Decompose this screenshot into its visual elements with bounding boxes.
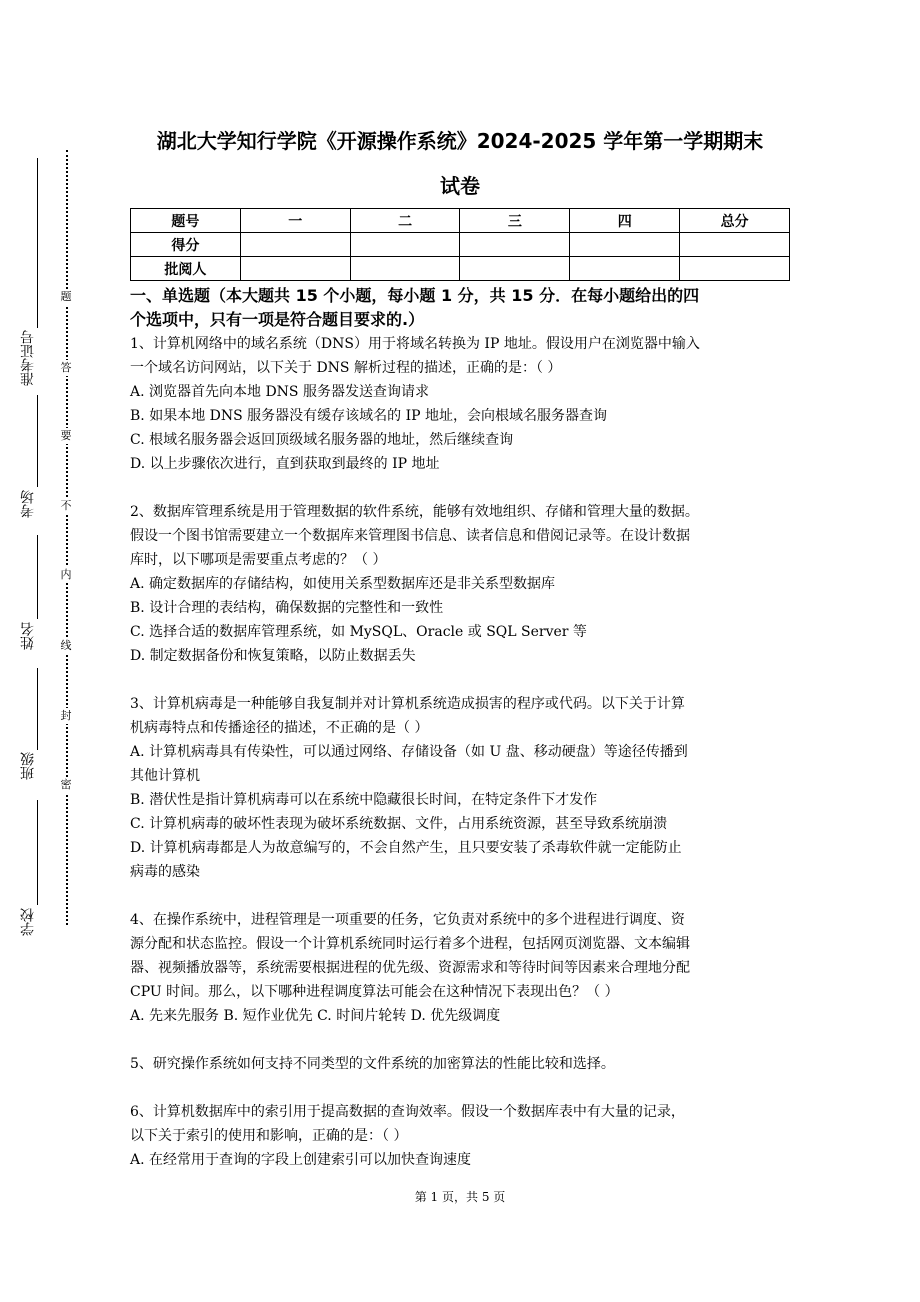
score-header-cell: 二 xyxy=(350,209,460,233)
score-table xyxy=(130,208,790,281)
question-option: A. 确定数据库的存储结构，如使用关系型数据库还是非关系型数据库 xyxy=(130,576,556,592)
question-3 xyxy=(130,692,790,884)
label-name: 姓名 xyxy=(20,622,36,650)
question-text: CPU 时间。那么，以下哪种进程调度算法可能会在这种情况下表现出色？（ ） xyxy=(130,984,619,1000)
blank-exam-number xyxy=(37,158,38,328)
score-table-row xyxy=(131,233,790,257)
score-cell xyxy=(460,233,570,257)
blank-exam-room xyxy=(37,395,38,487)
exam-title-line1: 湖北大学知行学院《开源操作系统》2024-2025 学年第一学期期末 xyxy=(156,129,764,153)
score-cell xyxy=(680,257,790,281)
seal-char: 不 xyxy=(60,499,72,512)
exam-title-line2: 试卷 xyxy=(440,174,480,198)
question-text: 5、研究操作系统如何支持不同类型的文件系统的加密算法的性能比较和选择。 xyxy=(130,1056,615,1072)
question-6 xyxy=(130,1100,790,1172)
score-row-label: 批阅人 xyxy=(131,257,241,281)
seal-char: 题 xyxy=(60,290,72,303)
question-5 xyxy=(130,1052,790,1076)
question-option: 其他计算机 xyxy=(130,768,200,784)
label-school: 学校 xyxy=(20,908,36,936)
question-text: 以下关于索引的使用和影响，正确的是：（ ） xyxy=(130,1128,408,1144)
question-text: 假设一个图书馆需要建立一个数据库来管理图书信息、读者信息和借阅记录等。在设计数据 xyxy=(130,528,690,544)
seal-char: 密 xyxy=(60,778,72,791)
question-4 xyxy=(130,908,790,1028)
question-text: 机病毒特点和传播途径的描述，不正确的是（ ） xyxy=(130,720,429,736)
question-text: 2、数据库管理系统是用于管理数据的软件系统，能够有效地组织、存储和管理大量的数据。 xyxy=(130,504,699,520)
score-cell xyxy=(350,233,460,257)
question-text: 6、计算机数据库中的索引用于提高数据的查询效率。假设一个数据库表中有大量的记录， xyxy=(130,1104,685,1120)
question-option: C. 计算机病毒的破坏性表现为破坏系统数据、文件，占用系统资源，甚至导致系统崩溃 xyxy=(130,816,668,832)
score-header-cell: 三 xyxy=(460,209,570,233)
question-option: B. 设计合理的表结构，确保数据的完整性和一致性 xyxy=(130,600,444,616)
question-option: A. 先来先服务 B. 短作业优先 C. 时间片轮转 D. 优先级调度 xyxy=(130,1008,501,1024)
seal-char: 答 xyxy=(60,361,72,374)
blank-class xyxy=(37,668,38,750)
blank-name xyxy=(37,535,38,619)
score-header-cell: 四 xyxy=(570,209,680,233)
score-cell xyxy=(680,233,790,257)
label-exam-room: 考场 xyxy=(20,490,36,518)
question-text: 库时，以下哪项是需要重点考虑的？（ ） xyxy=(130,552,387,568)
question-option: C. 根域名服务器会返回顶级域名服务器的地址，然后继续查询 xyxy=(130,432,514,448)
score-table-row xyxy=(131,257,790,281)
exam-content xyxy=(130,284,790,1172)
score-cell xyxy=(240,233,350,257)
question-1 xyxy=(130,332,790,476)
page-number: 第 1 页，共 5 页 xyxy=(414,1190,506,1204)
question-option: B. 潜伏性是指计算机病毒可以在系统中隐藏很长时间，在特定条件下才发作 xyxy=(130,792,598,808)
score-table-header-row xyxy=(131,209,790,233)
score-cell xyxy=(460,257,570,281)
question-option: D. 计算机病毒都是人为故意编写的，不会自然产生，且只要安装了杀毒软件就一定能防止 xyxy=(130,840,682,856)
section-heading: 一、单选题（本大题共 15 个小题，每小题 1 分，共 15 分．在每小题给出的四 xyxy=(130,286,700,305)
question-2 xyxy=(130,500,790,668)
question-text: 器、视频播放器等，系统需要根据进程的优先级、资源需求和等待时间等因素来合理地分配 xyxy=(130,960,690,976)
seal-char: 要 xyxy=(60,429,72,442)
seal-char: 内 xyxy=(60,568,72,581)
question-text: 源分配和状态监控。假设一个计算机系统同时运行着多个进程，包括网页浏览器、文本编辑 xyxy=(130,936,690,952)
score-header-cell: 一 xyxy=(240,209,350,233)
binding-strip xyxy=(0,0,100,1302)
score-header-cell: 题号 xyxy=(131,209,241,233)
question-option: A. 浏览器首先向本地 DNS 服务器发送查询请求 xyxy=(130,384,429,400)
seal-char: 封 xyxy=(60,709,72,722)
blank-school xyxy=(37,800,38,905)
question-option: A. 计算机病毒具有传染性，可以通过网络、存储设备（如 U 盘、移动硬盘）等途径传播到 xyxy=(130,744,688,760)
label-exam-number: 准考证号 xyxy=(20,330,36,386)
question-text: 1、计算机网络中的域名系统（DNS）用于将域名转换为 IP 地址。假设用户在浏览器中输入 xyxy=(130,336,700,352)
question-option: D. 制定数据备份和恢复策略，以防止数据丢失 xyxy=(130,648,416,664)
question-option: C. 选择合适的数据库管理系统，如 MySQL、Oracle 或 SQL Server 等 xyxy=(130,624,587,640)
section-heading: 个选项中，只有一项是符合题目要求的.） xyxy=(130,310,425,329)
score-cell xyxy=(570,257,680,281)
question-option: B. 如果本地 DNS 服务器没有缓存该域名的 IP 地址，会向根域名服务器查询 xyxy=(130,408,608,424)
seal-char: 线 xyxy=(60,639,72,652)
question-text: 4、在操作系统中，进程管理是一项重要的任务，它负责对系统中的多个进程进行调度、资 xyxy=(130,912,685,928)
question-text: 一个域名访问网站，以下关于 DNS 解析过程的描述，正确的是：（ ） xyxy=(130,360,562,376)
question-option: A. 在经常用于查询的字段上创建索引可以加快查询速度 xyxy=(130,1152,472,1168)
label-class: 班级 xyxy=(20,752,36,780)
seal-dashed-line xyxy=(66,150,68,925)
question-text: 3、计算机病毒是一种能够自我复制并对计算机系统造成损害的程序或代码。以下关于计算 xyxy=(130,696,685,712)
score-cell xyxy=(350,257,460,281)
question-option: 病毒的感染 xyxy=(130,864,200,880)
score-cell xyxy=(240,257,350,281)
score-cell xyxy=(570,233,680,257)
score-row-label: 得分 xyxy=(131,233,241,257)
question-option: D. 以上步骤依次进行，直到获取到最终的 IP 地址 xyxy=(130,456,440,472)
score-header-cell: 总分 xyxy=(680,209,790,233)
